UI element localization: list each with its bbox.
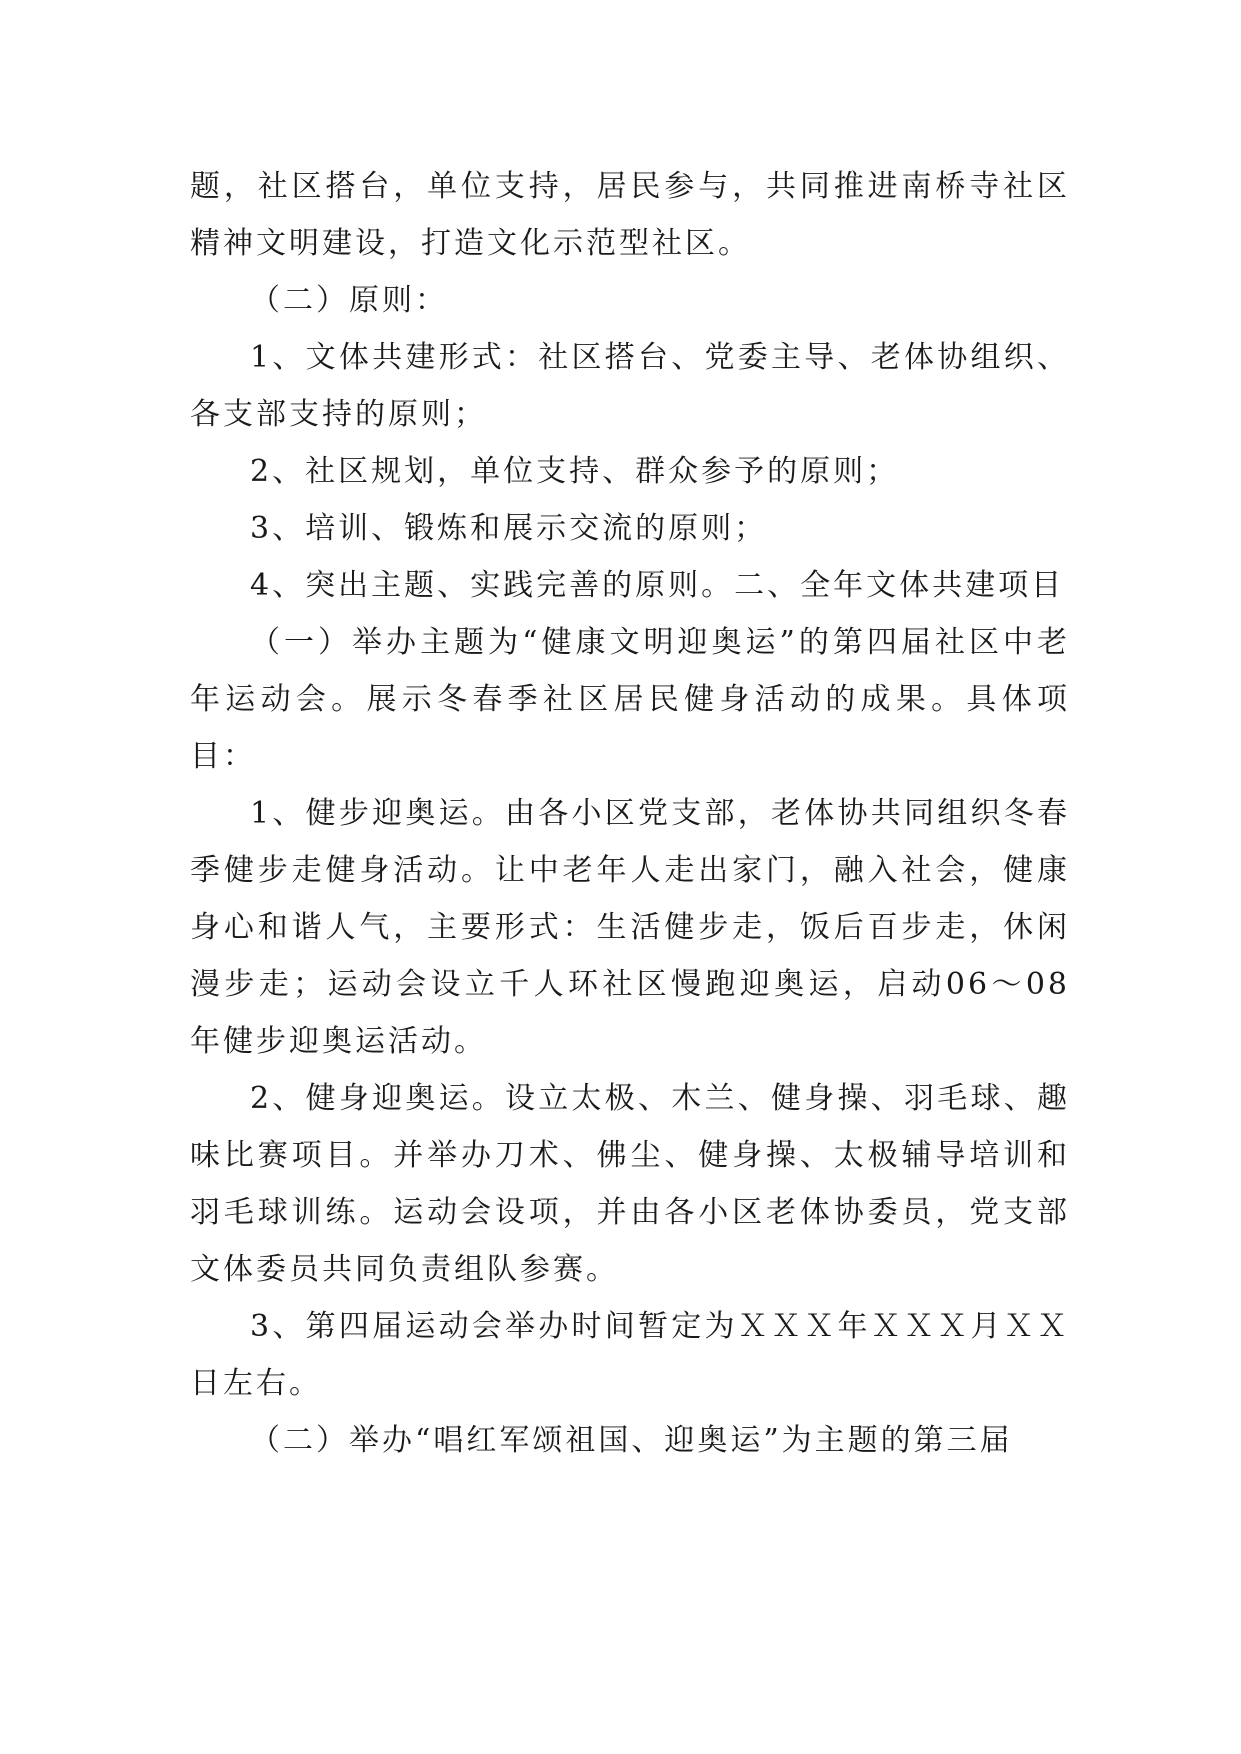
paragraph-6: 4、突出主题、实践完善的原则。二、全年文体共建项目 (250, 568, 1065, 603)
paragraph-9: 2、健身迎奥运。设立太极、木兰、健身操、羽毛球、趣味比赛项目。并举办刀术、佛尘、健身操、太极辅导培训和羽毛球训练。运动会设项，并由各小区老体协委员，党支部文体委员共同负责组队参赛。 (190, 1081, 1070, 1287)
paragraph-10: 3、第四届运动会举办时间暂定为ＸＸＸ年ＸＸＸ月ＸＸ日左右。 (190, 1309, 1070, 1401)
paragraph-8: 1、健步迎奥运。由各小区党支部，老体协共同组织冬春季健步走健身活动。让中老年人走出家门，融入社会，健康身心和谐人气，主要形式：生活健步走，饭后百步走，休闲漫步走；运动会设立千人环社区慢跑迎奥运，启动06～08年健步迎奥运活动。 (190, 796, 1070, 1059)
paragraph-3: 1、文体共建形式：社区搭台、党委主导、老体协组织、各支部支持的原则； (190, 340, 1070, 432)
paragraph-2: （二）原则： (250, 283, 448, 318)
paragraph-7: （一）举办主题为“健康文明迎奥运”的第四届社区中老年运动会。展示冬春季社区居民健身活动的成果。具体项目： (190, 625, 1070, 774)
document-body (190, 158, 1070, 1469)
paragraph-4: 2、社区规划，单位支持、群众参予的原则； (250, 454, 900, 489)
paragraph-1: 题，社区搭台，单位支持，居民参与，共同推进南桥寺社区精神文明建设，打造文化示范型社区。 (190, 169, 1070, 261)
paragraph-5: 3、培训、锻炼和展示交流的原则； (250, 511, 768, 546)
paragraph-11: （二）举办“唱红军颂祖国、迎奥运”为主题的第三届 (250, 1423, 1013, 1458)
